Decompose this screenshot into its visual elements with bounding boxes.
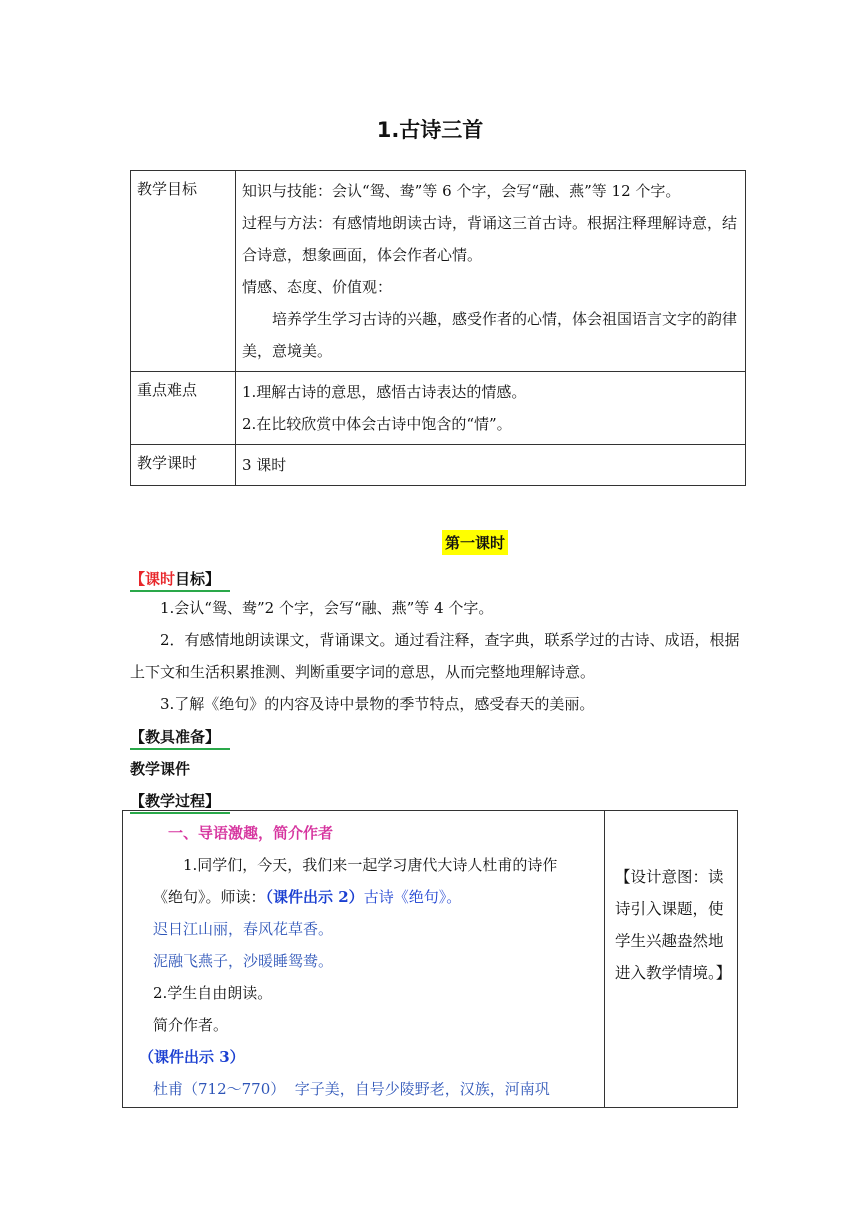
design-intent-cell xyxy=(605,811,738,1108)
objectives-heading xyxy=(130,568,230,592)
row-label: 教学目标 xyxy=(131,171,236,372)
lesson-title: 第一课时 xyxy=(442,530,508,555)
process-main-cell xyxy=(123,811,605,1108)
row-content xyxy=(236,372,746,445)
row-content xyxy=(236,171,746,372)
objectives-head-red: 课时 xyxy=(145,570,176,588)
process-heading: 【教学过程】 xyxy=(130,790,230,814)
objective-item: 3.了解《绝句》的内容及诗中景物的季节特点，感受春天的美丽。 xyxy=(160,695,595,713)
goals-table xyxy=(130,170,746,486)
courseware-ref: （课件出示 2） xyxy=(265,888,364,906)
poem-line: 泥融飞燕子，沙暖睡鸳鸯。 xyxy=(153,952,334,970)
process-paragraph xyxy=(153,849,580,913)
process-paragraph: 简介作者。 xyxy=(153,1016,229,1034)
poem-line: 迟日江山丽，春风花草香。 xyxy=(153,920,334,938)
goal-line: 2.在比较欣赏中体会古诗中饱含的“情”。 xyxy=(242,415,512,433)
row-label: 教学课时 xyxy=(131,445,236,486)
p1-tail: 古诗《绝句》。 xyxy=(363,888,462,906)
goal-line: 1.理解古诗的意思，感悟古诗表达的情感。 xyxy=(242,383,527,401)
objective-item: 1.会认“鸳、鸯”2 个字，会写“融、燕”等 4 个字。 xyxy=(160,599,494,617)
courseware-ref: （课件出示 3） xyxy=(139,1048,245,1066)
table-row xyxy=(131,372,746,445)
process-table xyxy=(122,810,738,1108)
section1-heading: 一、导语激趣，简介作者 xyxy=(168,824,334,842)
table-row xyxy=(131,445,746,486)
row-label: 重点难点 xyxy=(131,372,236,445)
goal-line: 培养学生学习古诗的兴趣，感受作者的心情，体会祖国语言文字的韵律美，意境美。 xyxy=(242,310,738,360)
author-line: 杜甫（712～770） 字子美，自号少陵野老，汉族，河南巩 xyxy=(153,1080,550,1098)
objectives-head-rest: 目标】 xyxy=(175,570,221,588)
p1-text: 1.同学们，今天，我们来一起学习唐代大诗人杜甫的诗作《绝句》。师读： xyxy=(153,856,558,906)
page-title: 1.古诗三首 xyxy=(376,118,484,142)
row-content xyxy=(236,445,746,486)
goal-line: 3 课时 xyxy=(242,456,287,474)
table-row xyxy=(123,811,738,1108)
table-row xyxy=(131,171,746,372)
goal-line: 知识与技能：会认“鸳、鸯”等 6 个字，会写“融、燕”等 12 个字。 xyxy=(242,182,681,200)
objective-item: 2．有感情地朗读课文，背诵课文。通过看注释，查字典，联系学过的古诗、成语，根据上下文和生活积累推测、判断重要字词的意思，从而完整地理解诗意。 xyxy=(130,631,740,681)
goal-line: 情感、态度、价值观： xyxy=(242,278,393,296)
materials-text: 教学课件 xyxy=(130,760,191,778)
process-paragraph: 2.学生自由朗读。 xyxy=(153,984,273,1002)
objectives-head-prefix: 【 xyxy=(130,570,146,588)
goal-line: 过程与方法：有感情地朗读古诗，背诵这三首古诗。根据注释理解诗意，结合诗意，想象画面，体会作者心情。 xyxy=(242,214,738,264)
design-intent: 【设计意图：读诗引入课题，使学生兴趣盎然地进入教学情境。】 xyxy=(615,868,732,982)
materials-heading: 【教具准备】 xyxy=(130,726,230,750)
